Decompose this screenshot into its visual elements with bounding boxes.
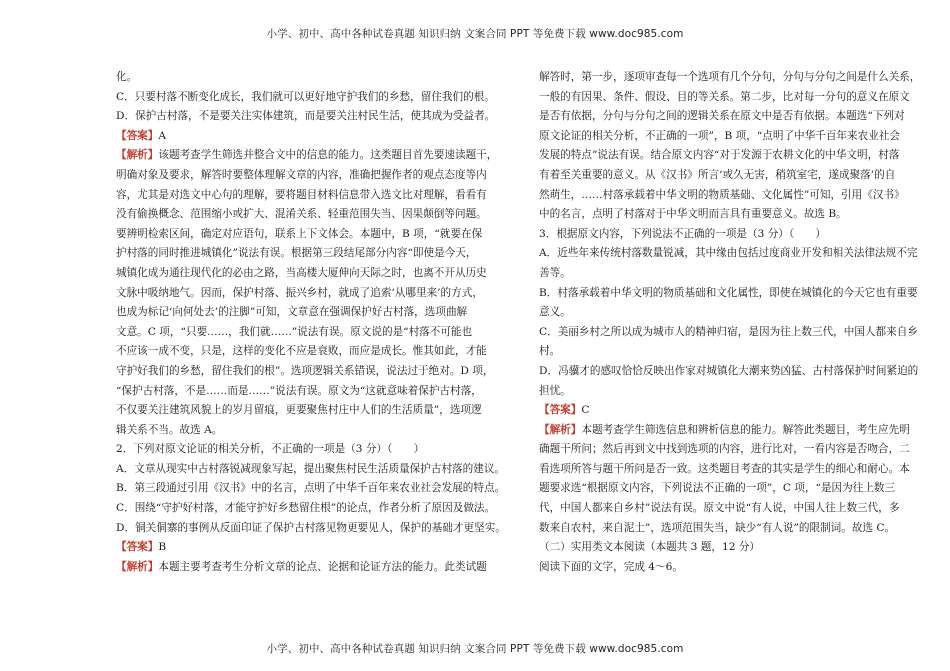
line-text: 不应该一成不变，只是，这样的变化不应是衰败，而应是成长。惟其如此，才能 bbox=[116, 345, 487, 358]
answer-tag: 【解析】 bbox=[539, 423, 582, 436]
text-line bbox=[116, 558, 488, 578]
text-line bbox=[539, 284, 918, 304]
line-text: 意义。 bbox=[539, 306, 571, 319]
line-text: 数来自农村，来自泥土”，选项范围失当，缺少“有人说”的限制词。故选 C。 bbox=[539, 521, 896, 534]
text-line bbox=[116, 88, 495, 108]
line-text: B．第三段通过引用《汉书》中的名言，点明了中华千百年来农业社会发展的特点。 bbox=[116, 482, 506, 495]
text-line bbox=[116, 264, 488, 284]
line-text: 该题考查学生筛选并整合文中的信息的能力。这类题目首先要速读题干， bbox=[158, 149, 498, 162]
text-line bbox=[539, 186, 911, 206]
line-text: 没有偷换概念、范围缩小或扩大、混淆关系、轻重范围失当、因果颠倒等问题。 bbox=[116, 208, 487, 221]
text-line bbox=[116, 519, 506, 539]
text-line bbox=[116, 440, 488, 460]
text-line bbox=[539, 127, 911, 147]
text-line bbox=[116, 68, 488, 88]
line-text: 护村落的同时推进城镇化”说法有误。根据第三段结尾部分内容“即使是今天， bbox=[116, 247, 477, 260]
text-line bbox=[539, 538, 911, 558]
text-line bbox=[539, 303, 911, 323]
text-line bbox=[539, 244, 918, 264]
line-text: 村。 bbox=[539, 345, 561, 358]
text-line bbox=[539, 382, 911, 402]
line-text: 然萌生，……村落承载着中华文明的物质基础、文化属性”可知，引用《汉书》 bbox=[539, 188, 905, 201]
line-text: 辑关系不当。故选 A。 bbox=[116, 423, 223, 436]
text-line bbox=[539, 88, 911, 108]
text-line bbox=[116, 421, 488, 441]
line-text: 确题干所问；然后再到文中找到选项的内容，进行比对，一看内容是否吻合，二 bbox=[539, 443, 910, 456]
line-text: 要辨明检索区间，确定对应语句，联系上下文体会。本题中，B 项，“就要在保 bbox=[116, 227, 483, 240]
answer-tag: 【解析】 bbox=[116, 560, 159, 573]
line-text: 有着至关重要的意义。从《汉书》所言‘或久无害，稍筑室宅，遂成聚落’的自 bbox=[539, 168, 896, 181]
line-text: 明确对象及要求，解答时要整体理解文章的内容，准确把握作者的观点态度等内 bbox=[116, 168, 487, 181]
line-text: 城镇化成为通往现代化的必由之路，当高楼大厦伸向天际之时，也离不开从历史 bbox=[116, 266, 487, 279]
left-column bbox=[116, 68, 506, 577]
text-line bbox=[539, 558, 911, 578]
line-text: 一般的有因果、条件、假设、目的等关系。第二步，比对每一分句的意义在原文 bbox=[539, 90, 910, 103]
line-text: A bbox=[158, 129, 167, 142]
page-header: 小学、初中、高中各种试卷真题 知识归纳 文案合同 PPT 等免费下载 www.doc985.com bbox=[266, 28, 684, 40]
text-line bbox=[116, 342, 488, 362]
text-line bbox=[116, 538, 488, 558]
line-text: 文意。C 项，“只要……，我们就……”说法有误。原文说的是“村落不可能也 bbox=[116, 325, 473, 338]
line-text: D．保护古村落，不是要关注实体建筑，而是要关注村民生活，使其成为受益者。 bbox=[116, 110, 496, 123]
text-line bbox=[116, 382, 488, 402]
text-line bbox=[116, 186, 488, 206]
text-line bbox=[539, 440, 911, 460]
text-line bbox=[539, 519, 911, 539]
line-text: 题要求选“根据原文内容，下列说法不正确的一项”，C 项，“是因为往上数三 bbox=[539, 482, 896, 495]
text-line bbox=[539, 205, 911, 225]
line-text: D．冯骥才的感叹恰恰反映出作家对城镇化大潮来势凶猛、古村落保护时间紧迫的 bbox=[539, 364, 919, 377]
text-line bbox=[539, 225, 911, 245]
line-text: 容，尤其是对选文中心句的理解，要将题目材料信息带入选文比对理解，看看有 bbox=[116, 188, 487, 201]
line-text: D．铜关侗寨的事例从反面印证了保护古村落见物更要见人，保护的基础才更坚实。 bbox=[116, 521, 506, 534]
line-text: 文脉中吸纳地气。因而，保护村落、振兴乡村，就成了追索‘从哪里来’的方式， bbox=[116, 286, 483, 299]
answer-tag: 【答案】 bbox=[116, 129, 159, 142]
text-line bbox=[116, 244, 488, 264]
text-line bbox=[116, 146, 498, 166]
text-line bbox=[116, 166, 488, 186]
line-text: 解答时，第一步，逐项审查每一个选项有几个分句，分句与分句之间是什么关系， bbox=[539, 71, 921, 83]
line-text: 发展的特点”说法有误。结合原文内容“对于发源于农耕文化的中华文明，村落 bbox=[539, 149, 900, 162]
line-text: 担忧。 bbox=[539, 384, 571, 397]
line-text: 善等。 bbox=[539, 266, 571, 279]
line-text: 守护好我们的乡愁，留住我们的根”。选项逻辑关系错误，说法过于绝对。D 项， bbox=[116, 364, 494, 377]
text-line bbox=[116, 284, 488, 304]
answer-tag: 【解析】 bbox=[116, 149, 159, 162]
page-footer: 小学、初中、高中各种试卷真题 知识归纳 文案合同 PPT 等免费下载 www.doc985.com bbox=[266, 643, 684, 655]
answer-tag: 【答案】 bbox=[116, 541, 159, 554]
text-line bbox=[116, 107, 496, 127]
text-line bbox=[539, 401, 911, 421]
line-text: A．文章从现实中古村落锐减现象写起，提出聚焦村民生活质量保护古村落的建议。 bbox=[116, 462, 506, 475]
text-line bbox=[539, 460, 911, 480]
line-text: A．近些年来传统村落数量锐减，其中缘由包括过度商业开发和相关法律法规不完 bbox=[539, 247, 918, 260]
line-text: C bbox=[581, 404, 590, 417]
line-text: 中的名言，点明了村落对于中华文明而言具有重要意义。故选 B。 bbox=[539, 208, 847, 221]
line-text: 原文论证的相关分析，不正确的一项”，B 项，“点明了中华千百年来农业社会 bbox=[539, 129, 900, 142]
line-text: 本题主要考查考生分析文章的论点、论据和论证方法的能力。此类试题 bbox=[158, 560, 487, 573]
text-line bbox=[539, 499, 911, 519]
text-line bbox=[116, 303, 488, 323]
line-text: 代，中国人都来自乡村”说法有误。原文中说“有人说，中国人往上数三代，多 bbox=[539, 502, 900, 515]
line-text: 3．根据原文内容，下列说法不正确的一项是（3 分）（ ） bbox=[539, 227, 826, 240]
line-text: 不仅要关注建筑风貌上的岁月留痕，更要聚焦村庄中人们的生活质量”，选项逻 bbox=[116, 404, 482, 417]
line-text: 化。 bbox=[116, 71, 138, 83]
line-text: C．只要村落不断变化成长，我们就可以更好地守护我们的乡愁，留住我们的根。 bbox=[116, 90, 495, 103]
line-text: 看选项所答与题干所问是否一致。这类题目考查的其实是学生的细心和耐心。本 bbox=[539, 462, 910, 475]
line-text: C．围绕“守护好村落，才能守护好乡愁留住根”的论点，作者分析了原因及做法。 bbox=[116, 502, 496, 515]
text-line bbox=[539, 68, 921, 88]
text-line bbox=[539, 166, 911, 186]
text-line bbox=[539, 342, 911, 362]
text-line bbox=[116, 362, 494, 382]
line-text: B bbox=[158, 541, 167, 554]
line-text: （二）实用类文本阅读（本题共 3 题，12 分） bbox=[539, 541, 761, 554]
right-column bbox=[539, 68, 921, 577]
text-line bbox=[116, 127, 488, 147]
text-line bbox=[116, 479, 506, 499]
line-text: C．美丽乡村之所以成为城市人的精神归宿，是因为往上数三代，中国人都来自乡 bbox=[539, 325, 918, 338]
line-text: 本题考查学生筛选信息和辨析信息的能力。解答此类题目，考生应先明 bbox=[581, 423, 910, 436]
text-line bbox=[116, 323, 488, 343]
text-line bbox=[539, 421, 911, 441]
text-line bbox=[539, 107, 911, 127]
text-line bbox=[116, 499, 496, 519]
text-line bbox=[539, 362, 919, 382]
text-line bbox=[116, 205, 488, 225]
text-line bbox=[539, 264, 911, 284]
line-text: 也成为标记‘向何处去’的注脚”可知，文章意在强调保护好古村落，选项曲解 bbox=[116, 306, 468, 319]
line-text: 2．下列对原文论证的相关分析，不正确的一项是（3 分）（ ） bbox=[116, 443, 425, 456]
text-line bbox=[539, 479, 911, 499]
text-line bbox=[116, 401, 488, 421]
answer-tag: 【答案】 bbox=[539, 404, 582, 417]
text-line bbox=[116, 225, 488, 245]
line-text: B．村落承载着中华文明的物质基础和文化属性，即使在城镇化的今天它也有重要 bbox=[539, 286, 918, 299]
text-line bbox=[539, 323, 918, 343]
line-text: 阅读下面的文字，完成 4～6。 bbox=[539, 560, 683, 573]
line-text: “保护古村落，不是……而是……”说法有误。原文为“这就意味着保护古村落， bbox=[116, 384, 482, 397]
text-line bbox=[116, 460, 506, 480]
line-text: 是否有依据，分句与分句之间的逻辑关系在原文中是否有依据。本题选“下列对 bbox=[539, 110, 905, 123]
text-line bbox=[539, 146, 911, 166]
